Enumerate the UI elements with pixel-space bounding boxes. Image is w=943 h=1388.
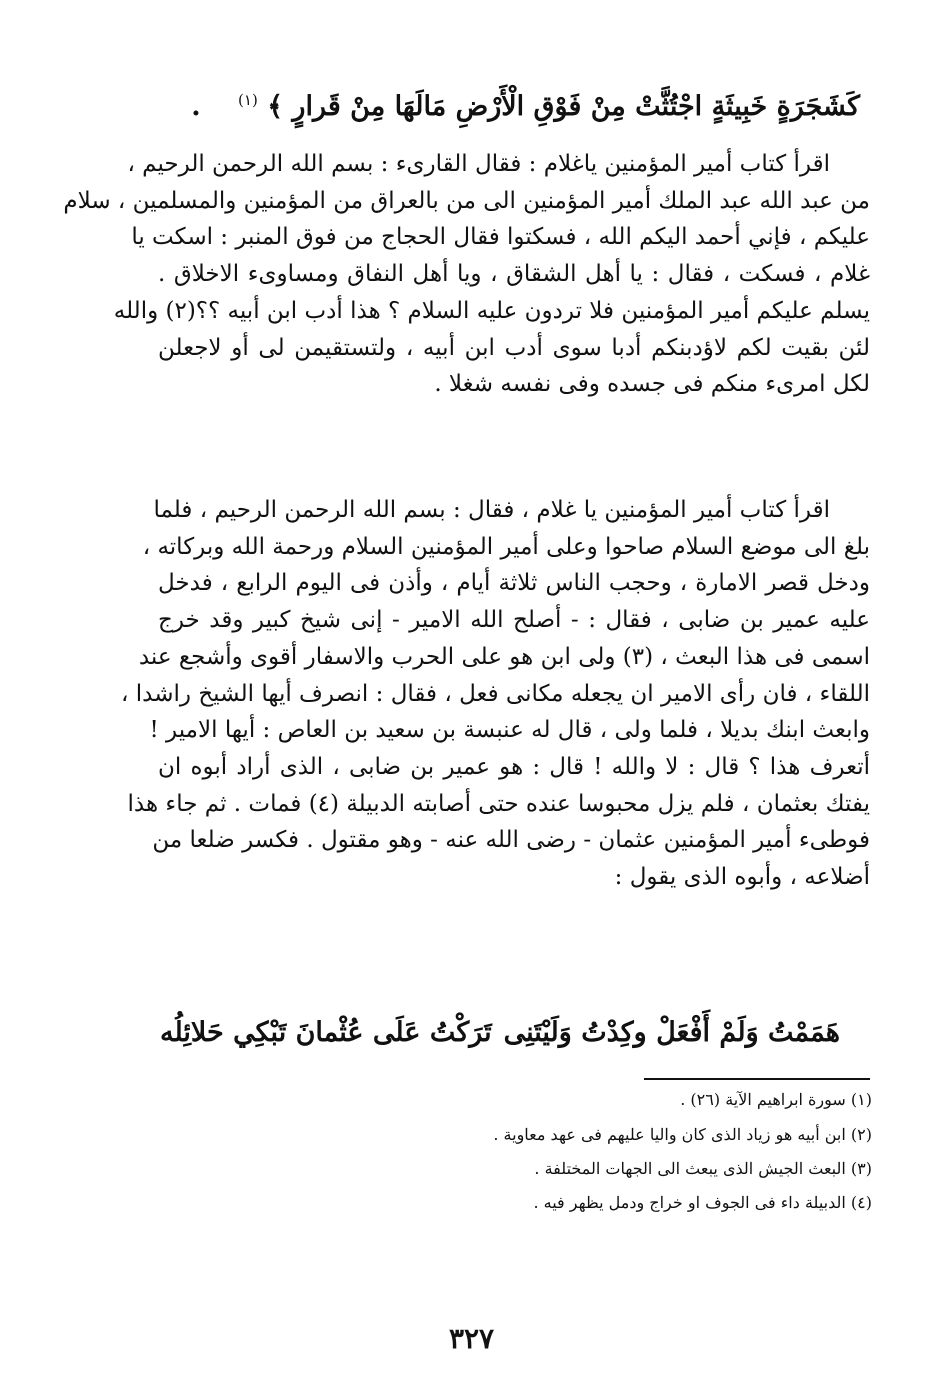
quran-verse <box>191 78 860 129</box>
paragraph-line: اقرأ كتاب أمير المؤمنين ياغلام : فقال القارىء : بسم الله الرحمن الرحيم ، <box>127 151 830 177</box>
paragraph-2 <box>121 492 870 896</box>
quran-verse-text: كَشَجَرَةٍ خَبِيثَةٍ اجْتُثَّتْ مِنْ فَوْقِ الْأَرْضِ مَالَهَا مِنْ قَرارٍ ﴾ <box>267 91 860 122</box>
paragraph-line: عليكم ، فإني أحمد اليكم الله ، فسكتوا فقال الحجاج من فوق المنبر : اسكت يا <box>131 224 870 251</box>
paragraph-line: عليه عمير بن ضابى ، فقال : - أصلح الله الامير - إنى شيخ كبير وقد خرج <box>158 607 870 634</box>
footnote-4: (٤) الدبيلة داء فى الجوف او خراج ودمل يظهر فيه . <box>533 1193 872 1212</box>
paragraph-line: يسلم عليكم أمير المؤمنين فلا تردون عليه السلام ؟ هذا أدب ابن أبيه ؟؟(٢) والله <box>113 297 870 324</box>
paragraph-line: غلام ، فسكت ، فقال : يا أهل الشقاق ، ويا أهل النفاق ومساوىء الاخلاق . <box>158 261 870 288</box>
page-number: ٣٢٧ <box>448 1322 495 1355</box>
paragraph-line: بلغ الى موضع السلام صاحوا وعلى أمير المؤمنين السلام ورحمة الله وبركاته ، <box>142 533 870 560</box>
paragraph-line: لئن بقيت لكم لاؤدبنكم أدبا سوى أدب ابن أبيه ، ولتستقيمن لى أو لاجعلن <box>158 334 870 361</box>
paragraph-line: فوطىء أمير المؤمنين عثمان - رضى الله عنه - وهو مقتول . فكسر ضلعا من <box>152 827 870 854</box>
paragraph-line: من عبد الله عبد الملك أمير المؤمنين الى من بالعراق من المؤمنين والمسلمين ، سلام <box>63 187 870 214</box>
footnote-1: (١) سورة ابراهيم الآية (٢٦) . <box>680 1090 872 1109</box>
footnote-ref-1: (١) <box>238 91 258 109</box>
paragraph-line: أتعرف هذا ؟ قال : لا والله ! قال : هو عمير بن ضابى ، الذى أراد أبوه ان <box>158 753 870 780</box>
verse-end-mark: . <box>191 91 201 122</box>
footnote-divider <box>644 1078 870 1080</box>
paragraph-line: أضلاعه ، وأبوه الذى يقول : <box>614 864 870 891</box>
paragraph-line: يفتك بعثمان ، فلم يزل محبوسا عنده حتى أصابته الدبيلة (٤) فمات . ثم جاء هذا <box>127 790 870 817</box>
poem-hemistich-2: تَرَكْتُ عَلَى عُثْمانَ تَبْكِي حَلائِلُه <box>160 1017 492 1048</box>
paragraph-line: اسمى فى هذا البعث ، (٣) ولى ابن هو على الحرب والاسفار أقوى وأشجع عند <box>138 643 870 670</box>
poem-hemistich-1: هَمَمْتُ وَلَمْ أَفْعَلْ وكِدْتُ وَلَيْتَنِى <box>503 1017 840 1048</box>
poem-verse <box>160 1010 860 1056</box>
footnote-2: (٢) ابن أبيه هو زياد الذى كان واليا عليهم فى عهد معاوية . <box>493 1125 872 1144</box>
paragraph-line: ودخل قصر الامارة ، وحجب الناس ثلاثة أيام ، وأذن فى اليوم الرابع ، فدخل <box>158 570 870 597</box>
paragraph-line: وابعث ابنك بديلا ، فلما ولى ، قال له عنبسة بن سعيد بن العاص : أيها الامير ! <box>149 717 870 744</box>
footnote-3: (٣) البعث الجيش الذى يبعث الى الجهات المختلفة . <box>534 1159 872 1178</box>
paragraph-1 <box>63 146 870 403</box>
paragraph-line: اللقاء ، فان رأى الامير ان يجعله مكانى فعل ، فقال : انصرف أيها الشيخ راشدا ، <box>121 680 870 707</box>
paragraph-line: اقرأ كتاب أمير المؤمنين يا غلام ، فقال : بسم الله الرحمن الرحيم ، فلما <box>153 497 830 523</box>
paragraph-line: لكل امرىء منكم فى جسده وفى نفسه شغلا . <box>434 371 870 398</box>
